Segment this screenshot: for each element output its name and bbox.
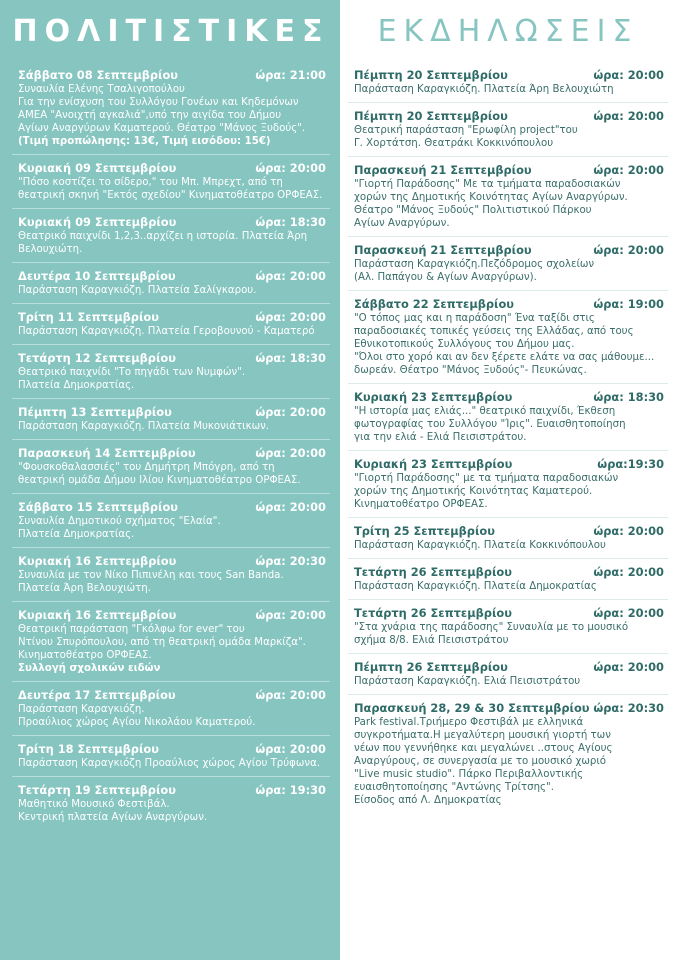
event-date: Παρασκευή 14 Σεπτεμβρίου bbox=[18, 446, 196, 460]
event-description: Παράσταση Καραγκιόζη. Πλατεία Κοκκινόπουλου bbox=[354, 540, 606, 551]
event-description: "Πόσο κοστίζει το σίδερο," του Μπ. Μπρεχτ, από τη θεατρική σκηνή "Εκτός σχεδίου" Κινηματοθέατρο ΟΡΦΕΑΣ. bbox=[18, 177, 323, 201]
event-time: ώρα: 20:00 bbox=[593, 163, 664, 177]
event-date: Τετάρτη 19 Σεπτεμβρίου bbox=[18, 783, 176, 797]
event-item bbox=[348, 290, 668, 383]
event-date: Κυριακή 09 Σεπτεμβρίου bbox=[18, 215, 177, 229]
event-item bbox=[348, 383, 668, 450]
event-description: "Ο τόπος μας και η παράδοση" Ένα ταξίδι στις παραδοσιακές τοπικές γεύσεις της Ελλάδας, από τους Εθνικοτοπικούς Συλλόγους του Δήμου μας. "Όλοι στο χορό και αν δεν ξέρετε ελάτε να σας μάθουμε... δωρεάν. Θέατρο "Μάνος Ξυδούς"- Πευκώνας. bbox=[354, 313, 655, 376]
event-time: ώρα: 20:00 bbox=[593, 109, 664, 123]
event-item bbox=[12, 398, 330, 439]
event-time: ώρα: 18:30 bbox=[593, 390, 664, 404]
event-note: (Τιμή προπώλησης: 13€, Τιμή εισόδου: 15€) bbox=[18, 136, 271, 147]
event-description: Συναυλία Ελένης Τσαλιγοπούλου Για την ενίσχυση του Συλλόγου Γονέων και Κηδεμόνων ΑΜΕΑ "Ανοιχτή αγκαλιά",υπό την αιγίδα του Δήμου Αγίων Αναργύρων Καματερού. Θέατρο "Μάνος Ξυδούς". bbox=[18, 84, 306, 134]
event-time: ώρα: 20:00 bbox=[255, 405, 326, 419]
event-item bbox=[348, 558, 668, 599]
event-item bbox=[12, 439, 330, 493]
event-time: ώρα: 20:30 bbox=[255, 554, 326, 568]
event-item bbox=[12, 62, 330, 154]
event-description: "Η ιστορία μας ελιάς..." θεατρικό παιχνίδι, Έκθεση φωτογραφίας του Συλλόγου "Ίρις". Ευαισθητοποίηση για την ελιά - Ελιά Πεισιστράτου. bbox=[354, 406, 626, 443]
event-item bbox=[12, 601, 330, 681]
event-item bbox=[348, 102, 668, 156]
event-item bbox=[348, 62, 668, 102]
event-time: ώρα: 20:00 bbox=[593, 68, 664, 82]
event-time: ώρα: 18:30 bbox=[255, 351, 326, 365]
event-description: Θεατρική παράσταση "Ερωφίλη project"του Γ. Χορτάτση. Θεατράκι Κοκκινόπουλου bbox=[354, 125, 578, 149]
event-description: Παράσταση Καραγκιόζη.Πεζόδρομος σχολείων (Αλ. Παπάγου & Αγίων Αναργύρων). bbox=[354, 259, 595, 283]
event-date: Τρίτη 25 Σεπτεμβρίου bbox=[354, 524, 495, 538]
event-description: Παράσταση Καραγκιόζη. Ελιά Πεισιστράτου bbox=[354, 676, 581, 687]
title-left: ΠΟΛΙΤΙΣΤΙΚΕΣ bbox=[12, 13, 330, 49]
event-time: ώρα: 20:00 bbox=[593, 565, 664, 579]
event-description: Παράσταση Καραγκιόζη. Πλατεία Άρη Βελουχιώτη bbox=[354, 84, 614, 95]
event-description: Παράσταση Καραγκιόζη. Πλατεία Γεροβουνού - Καματερό bbox=[18, 326, 315, 337]
event-description: Παράσταση Καραγκιόζη. Προαύλιος χώρος Αγίου Νικολάου Καματερού. bbox=[18, 704, 256, 728]
event-description: Θεατρικό παιχνίδι "Το πηγάδι των Νυμφών". Πλατεία Δημοκρατίας. bbox=[18, 367, 246, 391]
event-item bbox=[348, 599, 668, 653]
event-date: Δευτέρα 17 Σεπτεμβρίου bbox=[18, 688, 176, 702]
event-date: Παρασκευή 21 Σεπτεμβρίου bbox=[354, 163, 532, 177]
event-item bbox=[348, 653, 668, 694]
event-description: Συναυλία με τον Νίκο Πιπινέλη και τους San Banda. Πλατεία Άρη Βελουχιώτη. bbox=[18, 570, 284, 594]
event-description: "Γιορτή Παράδοσης" με τα τμήματα παραδοσιακών χορών της Δημοτικής Κοινότητας Καματερού. Κινηματοθέατρο ΟΡΦΕΑΣ. bbox=[354, 473, 619, 510]
event-date: Παρασκευή 21 Σεπτεμβρίου bbox=[354, 243, 532, 257]
event-description: Παράσταση Καραγκιόζη. Πλατεία Δημοκρατίας bbox=[354, 581, 597, 592]
event-time: ώρα: 20:30 bbox=[593, 701, 664, 715]
event-time: ώρα: 20:00 bbox=[593, 606, 664, 620]
event-date: Κυριακή 23 Σεπτεμβρίου bbox=[354, 390, 513, 404]
event-description: Παράσταση Καραγκιόζη. Πλατεία Σαλίγκαρου. bbox=[18, 285, 257, 296]
event-time: ώρα: 20:00 bbox=[255, 446, 326, 460]
event-time: ώρα: 19:00 bbox=[593, 297, 664, 311]
event-item bbox=[348, 236, 668, 290]
event-item bbox=[12, 303, 330, 344]
right-event-list bbox=[348, 62, 668, 813]
event-item bbox=[12, 681, 330, 735]
event-description: "Γιορτή Παράδοσης" Με τα τμήματα παραδοσιακών χορών της Δημοτικής Κοινότητας Αγίων Αναργύρων. Θέατρο "Μάνος Ξυδούς" Πολιτιστικού Πάρκου Αγίων Αναργύρων. bbox=[354, 179, 628, 229]
event-time: ώρα: 20:00 bbox=[593, 243, 664, 257]
event-date: Σάββατο 22 Σεπτεμβρίου bbox=[354, 297, 515, 311]
event-time: ώρα: 20:00 bbox=[255, 688, 326, 702]
event-date: Πέμπτη 26 Σεπτεμβρίου bbox=[354, 660, 508, 674]
event-time: ώρα: 20:00 bbox=[593, 660, 664, 674]
event-item bbox=[348, 450, 668, 517]
event-item bbox=[12, 547, 330, 601]
event-description: "Στα χνάρια της παράδοσης" Συναυλία με το μουσικό σχήμα 8/8. Ελιά Πεισιστράτου bbox=[354, 622, 629, 646]
event-description: Θεατρική παράσταση "Γκόλφω for ever" του Ντίνου Σπυρόπουλου, από τη θεατρική ομάδα Μαρκίζα". Κινηματοθέατρο ΟΡΦΕΑΣ. bbox=[18, 624, 306, 661]
title-right: ΕΚΔΗΛΩΣΕΙΣ bbox=[377, 13, 639, 49]
event-item bbox=[12, 262, 330, 303]
event-date: Πέμπτη 20 Σεπτεμβρίου bbox=[354, 68, 508, 82]
event-date: Κυριακή 16 Σεπτεμβρίου bbox=[18, 554, 177, 568]
event-date: Τετάρτη 26 Σεπτεμβρίου bbox=[354, 606, 512, 620]
event-description: Park festival.Τριήμερο Φεστιβάλ με ελληνικά συγκροτήματα.Η μεγαλύτερη μουσική γιορτή των νέων που γεννήθηκε και μεγαλώνει ..στους Αγίους Αναργύρους, σε συνεργασία με το μουσικό χωριό "Live music studio". Πάρκο Περιβαλλοντικής ευαισθητοποίησης "Αντώνης Τρίτσης". Είσοδος από Λ. Δημοκρατίας bbox=[354, 717, 613, 806]
event-time: ώρα: 20:00 bbox=[255, 742, 326, 756]
event-note: Συλλογή σχολικών ειδών bbox=[18, 663, 161, 674]
event-date: Κυριακή 23 Σεπτεμβρίου bbox=[354, 457, 513, 471]
event-time: ώρα: 19:30 bbox=[255, 783, 326, 797]
event-description: Παράσταση Καραγκιόζη Προαύλιος χώρος Αγίου Τρύφωνα. bbox=[18, 758, 321, 769]
event-time: ώρα: 20:00 bbox=[593, 524, 664, 538]
event-date: Τετάρτη 12 Σεπτεμβρίου bbox=[18, 351, 176, 365]
event-time: ώρα: 18:30 bbox=[255, 215, 326, 229]
event-description: "Φουσκοθαλασσιές" του Δημήτρη Μπόγρη, από τη θεατρική ομάδα Δήμου Ιλίου Κινηματοθέατρο ΟΡΦΕΑΣ. bbox=[18, 462, 301, 486]
event-date: Δευτέρα 10 Σεπτεμβρίου bbox=[18, 269, 176, 283]
event-date: Σάββατο 15 Σεπτεμβρίου bbox=[18, 500, 179, 514]
event-time: ώρα: 21:00 bbox=[255, 68, 326, 82]
event-item bbox=[348, 694, 668, 813]
left-event-list bbox=[12, 62, 330, 830]
event-date: Πέμπτη 13 Σεπτεμβρίου bbox=[18, 405, 172, 419]
event-description: Μαθητικό Μουσικό Φεστιβάλ. Κεντρική πλατεία Αγίων Αναργύρων. bbox=[18, 799, 208, 823]
event-time: ώρα: 20:00 bbox=[255, 161, 326, 175]
event-date: Πέμπτη 20 Σεπτεμβρίου bbox=[354, 109, 508, 123]
event-time: ώρα: 20:00 bbox=[255, 608, 326, 622]
event-time: ώρα: 20:00 bbox=[255, 269, 326, 283]
right-column bbox=[340, 0, 678, 960]
event-date: Παρασκευή 28, 29 & 30 Σεπτεμβρίου bbox=[354, 701, 590, 715]
event-item bbox=[12, 208, 330, 262]
event-time: ώρα: 20:00 bbox=[255, 310, 326, 324]
event-item bbox=[12, 776, 330, 830]
event-item bbox=[12, 493, 330, 547]
event-item bbox=[348, 517, 668, 558]
event-date: Κυριακή 09 Σεπτεμβρίου bbox=[18, 161, 177, 175]
event-time: ώρα: 20:00 bbox=[255, 500, 326, 514]
event-item bbox=[348, 156, 668, 236]
event-item bbox=[12, 735, 330, 776]
event-time: ώρα:19:30 bbox=[597, 457, 664, 471]
event-date: Τρίτη 11 Σεπτεμβρίου bbox=[18, 310, 159, 324]
event-description: Θεατρικό παιχνίδι 1,2,3..αρχίζει η ιστορία. Πλατεία Άρη Βελουχιώτη. bbox=[18, 231, 308, 255]
event-date: Τετάρτη 26 Σεπτεμβρίου bbox=[354, 565, 512, 579]
event-description: Συναυλία Δημοτικού σχήματος "Ελαία". Πλατεία Δημοκρατίας. bbox=[18, 516, 221, 540]
event-date: Τρίτη 18 Σεπτεμβρίου bbox=[18, 742, 159, 756]
event-description: Παράσταση Καραγκιόζη. Πλατεία Μυκονιάτικων. bbox=[18, 421, 270, 432]
event-date: Σάββατο 08 Σεπτεμβρίου bbox=[18, 68, 179, 82]
event-item bbox=[12, 344, 330, 398]
event-item bbox=[12, 154, 330, 208]
event-date: Κυριακή 16 Σεπτεμβρίου bbox=[18, 608, 177, 622]
